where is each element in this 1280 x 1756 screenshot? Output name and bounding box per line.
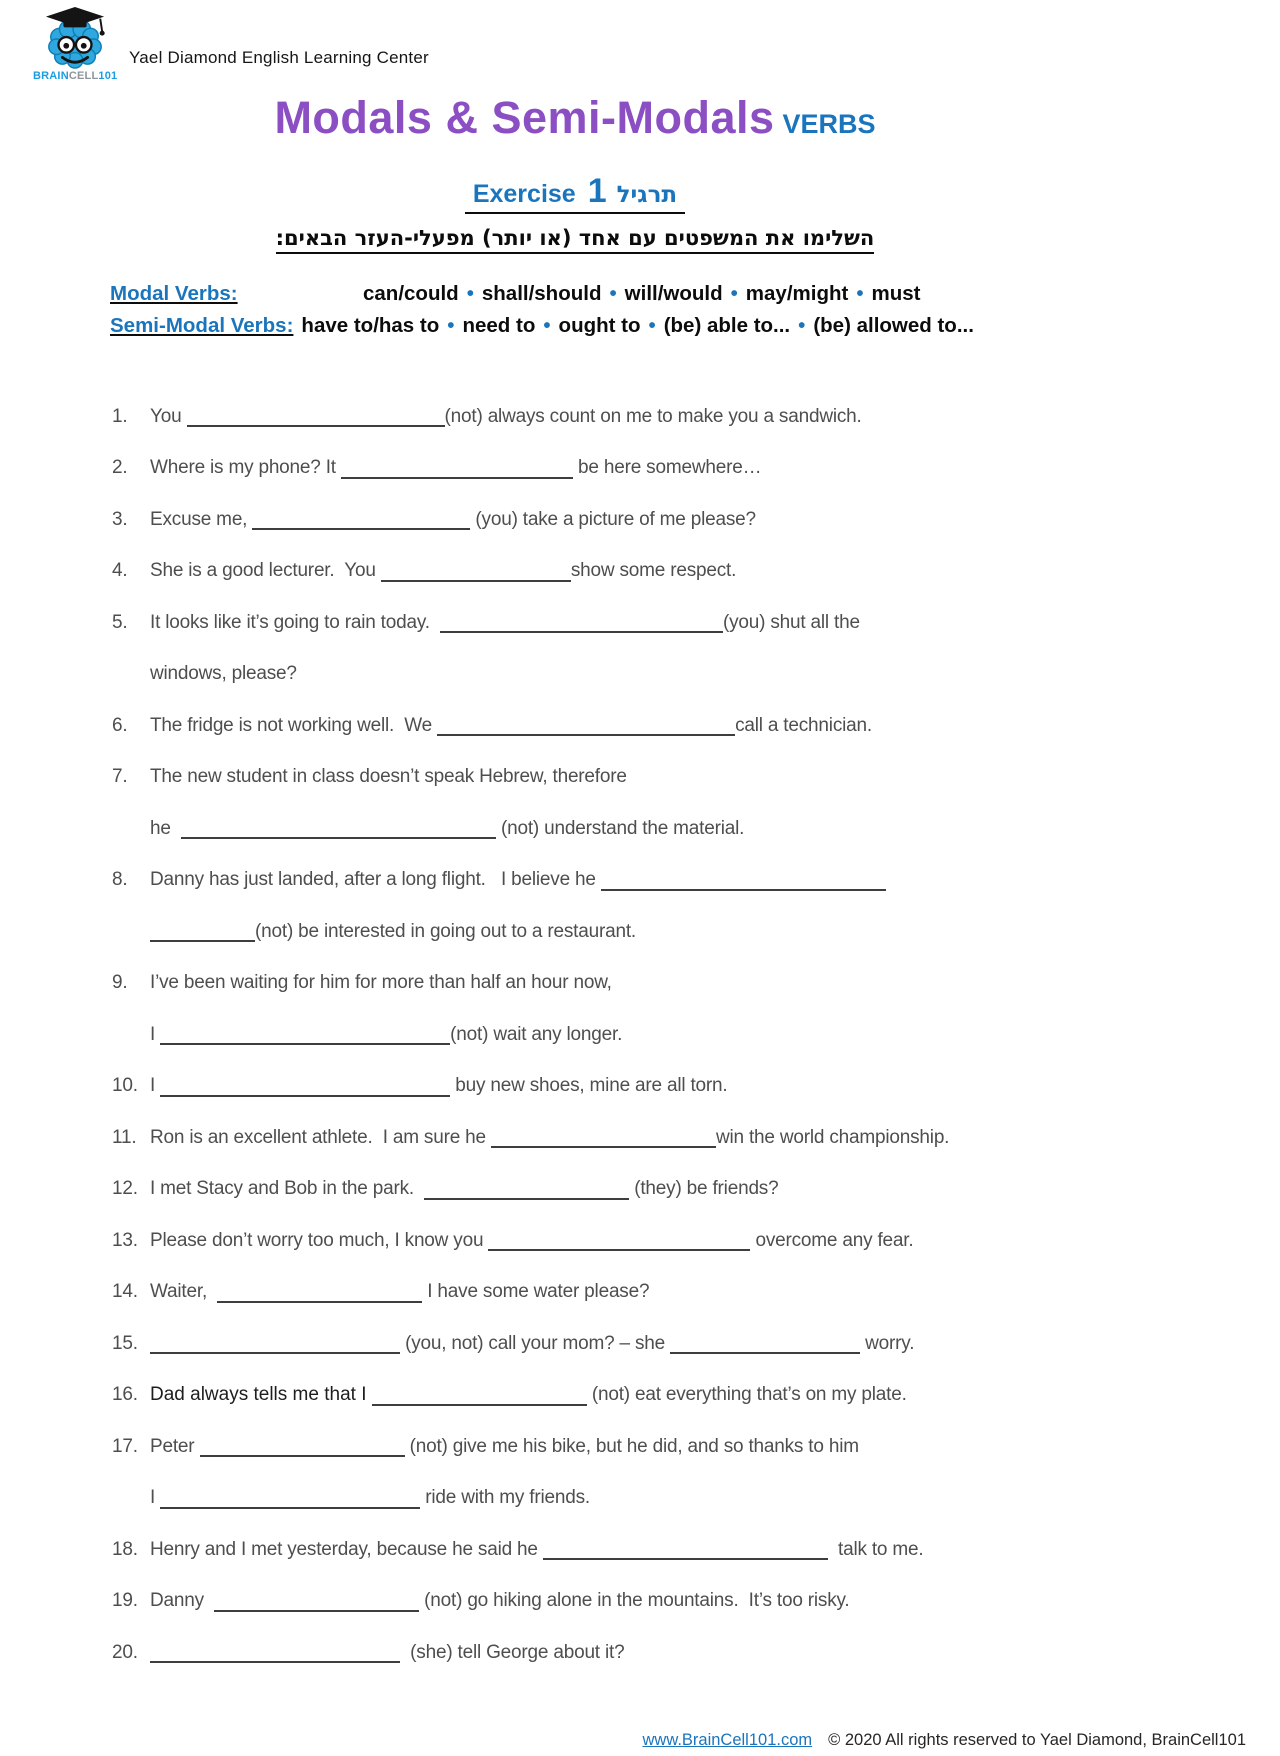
instruction-row xyxy=(0,226,1150,254)
item-text: Danny has just landed, after a long flight. I believe he xyxy=(150,869,601,891)
item-text: Henry and I met yesterday, because he said he xyxy=(150,1538,543,1560)
exercise-item-line xyxy=(112,546,1260,598)
item-number: 3. xyxy=(112,508,128,530)
item-sentence xyxy=(150,1178,778,1200)
item-text: overcome any fear. xyxy=(750,1229,914,1251)
item-text: (not) understand the material. xyxy=(495,817,745,839)
title-main: Modals & Semi-Modals xyxy=(274,92,775,143)
item-number: 4. xyxy=(112,560,128,582)
item-number: 7. xyxy=(112,766,128,788)
item-number: 16. xyxy=(112,1384,138,1406)
bullet-separator-icon: • xyxy=(856,282,864,305)
item-number: 17. xyxy=(112,1435,138,1457)
exercise-item-continuation xyxy=(112,1009,1260,1061)
bullet-separator-icon: • xyxy=(730,282,738,305)
item-number: 1. xyxy=(112,405,128,427)
item-sentence xyxy=(150,1590,850,1612)
bullet-separator-icon: • xyxy=(798,314,806,337)
item-text: Peter xyxy=(150,1435,200,1457)
item-text: (you) take a picture of me please? xyxy=(470,508,756,530)
item-text: Ron is an excellent athlete. I am sure he xyxy=(150,1126,491,1148)
item-text: I xyxy=(150,1023,161,1045)
item-text: I’ve been waiting for him for more than half an hour now, xyxy=(150,972,612,994)
verb-bank xyxy=(110,282,974,346)
verb-option: must xyxy=(871,282,921,305)
item-sentence xyxy=(150,766,627,788)
item-number: 19. xyxy=(112,1590,138,1612)
blank-line xyxy=(217,1284,422,1303)
exercise-item-continuation xyxy=(112,1473,1260,1525)
verb-option: ought to xyxy=(558,314,641,337)
item-number: 14. xyxy=(112,1281,138,1303)
item-text: (not) wait any longer. xyxy=(450,1023,623,1045)
blank-line xyxy=(372,1387,587,1406)
item-sentence xyxy=(150,1384,907,1406)
item-number: 9. xyxy=(112,972,128,994)
item-sentence xyxy=(150,1436,859,1458)
item-sentence xyxy=(150,560,736,582)
blank-line xyxy=(437,717,735,736)
item-number: 8. xyxy=(112,869,128,891)
item-text: Where is my phone? It xyxy=(150,457,341,479)
exercise-item-line xyxy=(112,1370,1260,1422)
blank-line xyxy=(670,1335,860,1354)
blank-line xyxy=(181,820,496,839)
item-sentence xyxy=(150,1642,624,1664)
semi-modal-verbs-line xyxy=(110,314,974,346)
item-text: Dad always tells me that I xyxy=(150,1384,372,1406)
item-text: buy new shoes, mine are all torn. xyxy=(450,1075,728,1097)
item-text: I met Stacy and Bob in the park. xyxy=(150,1178,425,1200)
semi-modal-options xyxy=(301,314,974,338)
item-text: ride with my friends. xyxy=(420,1487,590,1509)
exercise-item-line xyxy=(112,1627,1260,1679)
item-sentence xyxy=(150,1127,949,1149)
item-sentence xyxy=(150,406,862,428)
blank-line xyxy=(424,1181,629,1200)
item-text: Waiter, xyxy=(150,1281,218,1303)
verb-option: can/could xyxy=(363,282,459,305)
item-text: It looks like it’s going to rain today. xyxy=(150,611,440,633)
item-text: (not) go hiking alone in the mountains. It’s too risky. xyxy=(419,1590,850,1612)
exercise-item-continuation xyxy=(112,803,1260,855)
blank-line xyxy=(252,511,470,530)
item-number: 20. xyxy=(112,1641,138,1663)
blank-line xyxy=(150,1644,400,1663)
verb-option: (be) allowed to... xyxy=(813,314,974,337)
item-sentence xyxy=(150,1539,923,1561)
item-text: he xyxy=(150,817,181,839)
item-text: (you) shut all the xyxy=(722,611,860,633)
blank-line xyxy=(381,563,571,582)
exercise-item-line xyxy=(112,1421,1260,1473)
semi-modal-verbs-label: Semi-Modal Verbs: xyxy=(110,314,294,337)
brand-wordmark: BRAINCELL101 xyxy=(33,70,118,82)
verb-option: need to xyxy=(462,314,536,337)
item-sentence xyxy=(150,921,636,943)
exercise-hebrew-label: תרגיל xyxy=(616,182,678,208)
item-sentence xyxy=(150,715,872,737)
blank-line xyxy=(200,1438,405,1457)
exercise-item-line xyxy=(112,1318,1260,1370)
bullet-separator-icon: • xyxy=(466,282,474,305)
item-sentence xyxy=(150,1487,590,1509)
item-number: 12. xyxy=(112,1178,138,1200)
item-number: 5. xyxy=(112,611,128,633)
item-number: 6. xyxy=(112,714,128,736)
org-name: Yael Diamond English Learning Center xyxy=(129,48,429,67)
item-text: (not) give me his bike, but he did, and so thanks to him xyxy=(404,1435,859,1457)
item-text: Danny xyxy=(150,1590,215,1612)
item-sentence xyxy=(150,663,297,685)
copyright-text: © 2020 All rights reserved to Yael Diamond, BrainCell101 xyxy=(828,1731,1246,1749)
item-number: 10. xyxy=(112,1075,138,1097)
item-text: talk to me. xyxy=(827,1538,924,1560)
exercise-item-line xyxy=(112,1267,1260,1319)
item-text: I have some water please? xyxy=(422,1281,650,1303)
item-text: (she) tell George about it? xyxy=(400,1641,625,1663)
item-text: worry. xyxy=(860,1332,915,1354)
item-text: You xyxy=(150,405,187,427)
item-sentence xyxy=(150,818,744,840)
item-text: (they) be friends? xyxy=(629,1178,779,1200)
item-text: (not) eat everything that’s on my plate. xyxy=(586,1384,907,1406)
blank-line xyxy=(488,1232,750,1251)
item-sentence xyxy=(150,972,612,994)
item-sentence xyxy=(150,457,761,479)
item-text: Please don’t worry too much, I know you xyxy=(150,1229,489,1251)
modal-verbs-label: Modal Verbs: xyxy=(110,282,238,305)
exercise-item-line xyxy=(112,752,1260,804)
exercise-item-line xyxy=(112,1524,1260,1576)
item-sentence xyxy=(150,1281,649,1303)
item-sentence xyxy=(150,1024,622,1046)
item-text: (not) be interested in going out to a restaurant. xyxy=(255,920,636,942)
item-sentence xyxy=(150,1075,727,1097)
page-title xyxy=(0,92,1150,144)
item-text: be here somewhere… xyxy=(572,457,762,479)
item-text: show some respect. xyxy=(570,560,737,582)
blank-line xyxy=(160,1078,450,1097)
exercise-list xyxy=(112,391,1260,1679)
verb-option: have to/has to xyxy=(301,314,440,337)
item-text: The new student in class doesn’t speak Hebrew, therefore xyxy=(150,766,627,788)
footer xyxy=(633,1712,1246,1750)
blank-line xyxy=(543,1541,828,1560)
exercise-item-line xyxy=(112,391,1260,443)
item-number: 2. xyxy=(112,457,128,479)
exercise-item-line xyxy=(112,1576,1260,1628)
exercise-label: Exercise xyxy=(472,180,576,208)
bullet-separator-icon: • xyxy=(543,314,551,337)
exercise-item-continuation xyxy=(112,906,1260,958)
bullet-separator-icon: • xyxy=(447,314,455,337)
exercise-item-line xyxy=(112,1061,1260,1113)
item-sentence xyxy=(150,612,860,634)
item-sentence xyxy=(150,1230,913,1252)
blank-line xyxy=(601,872,886,891)
item-text: (not) always count on me to make you a sandwich. xyxy=(444,405,862,427)
brain-mascot-icon xyxy=(36,6,114,70)
website-link[interactable]: www.BrainCell101.com xyxy=(642,1731,813,1749)
verb-option: shall/should xyxy=(481,282,602,305)
verb-option: may/might xyxy=(745,282,849,305)
item-sentence xyxy=(150,1333,914,1355)
item-text: She is a good lecturer. You xyxy=(150,560,381,582)
exercise-item-line xyxy=(112,597,1260,649)
brand-row xyxy=(33,6,429,82)
item-text: call a technician. xyxy=(735,714,872,736)
bullet-separator-icon: • xyxy=(609,282,617,305)
blank-line xyxy=(150,923,255,942)
blank-line xyxy=(214,1593,419,1612)
item-text: I xyxy=(150,1075,161,1097)
blank-line xyxy=(341,460,573,479)
exercise-item-line xyxy=(112,1215,1260,1267)
item-text: The fridge is not working well. We xyxy=(150,714,438,736)
exercise-item-line xyxy=(112,494,1260,546)
item-number: 13. xyxy=(112,1229,138,1251)
exercise-item-line xyxy=(112,443,1260,495)
verb-option: will/would xyxy=(624,282,723,305)
braincell101-logo xyxy=(33,6,117,82)
item-text: win the world championship. xyxy=(715,1126,950,1148)
title-suffix: VERBS xyxy=(782,109,876,139)
exercise-item-line xyxy=(112,700,1260,752)
modal-verbs-line xyxy=(110,282,974,314)
verb-option: (be) able to... xyxy=(663,314,791,337)
exercise-item-line xyxy=(112,855,1260,907)
blank-line xyxy=(160,1026,450,1045)
blank-line xyxy=(440,614,723,633)
exercise-item-line xyxy=(112,958,1260,1010)
blank-line xyxy=(160,1490,420,1509)
hebrew-instruction: השלימו את המשפטים עם אחד (או יותר) מפעלי-העזר הבאים: xyxy=(276,226,875,254)
item-text: (you, not) call your mom? – she xyxy=(400,1332,671,1354)
item-text: I xyxy=(150,1487,161,1509)
item-number: 15. xyxy=(112,1332,138,1354)
item-sentence xyxy=(150,869,886,891)
modal-options xyxy=(363,282,921,306)
exercise-item-line xyxy=(112,1112,1260,1164)
item-text: windows, please? xyxy=(150,663,297,685)
exercise-item-line xyxy=(112,1164,1260,1216)
item-number: 18. xyxy=(112,1538,138,1560)
exercise-heading xyxy=(0,172,1150,214)
exercise-item-continuation xyxy=(112,649,1260,701)
item-text: Excuse me, xyxy=(150,508,253,530)
blank-line xyxy=(150,1335,400,1354)
bullet-separator-icon: • xyxy=(648,314,656,337)
blank-line xyxy=(187,408,445,427)
item-sentence xyxy=(150,509,756,531)
blank-line xyxy=(491,1129,716,1148)
item-number: 11. xyxy=(112,1126,137,1148)
exercise-number: 1 xyxy=(587,172,607,210)
